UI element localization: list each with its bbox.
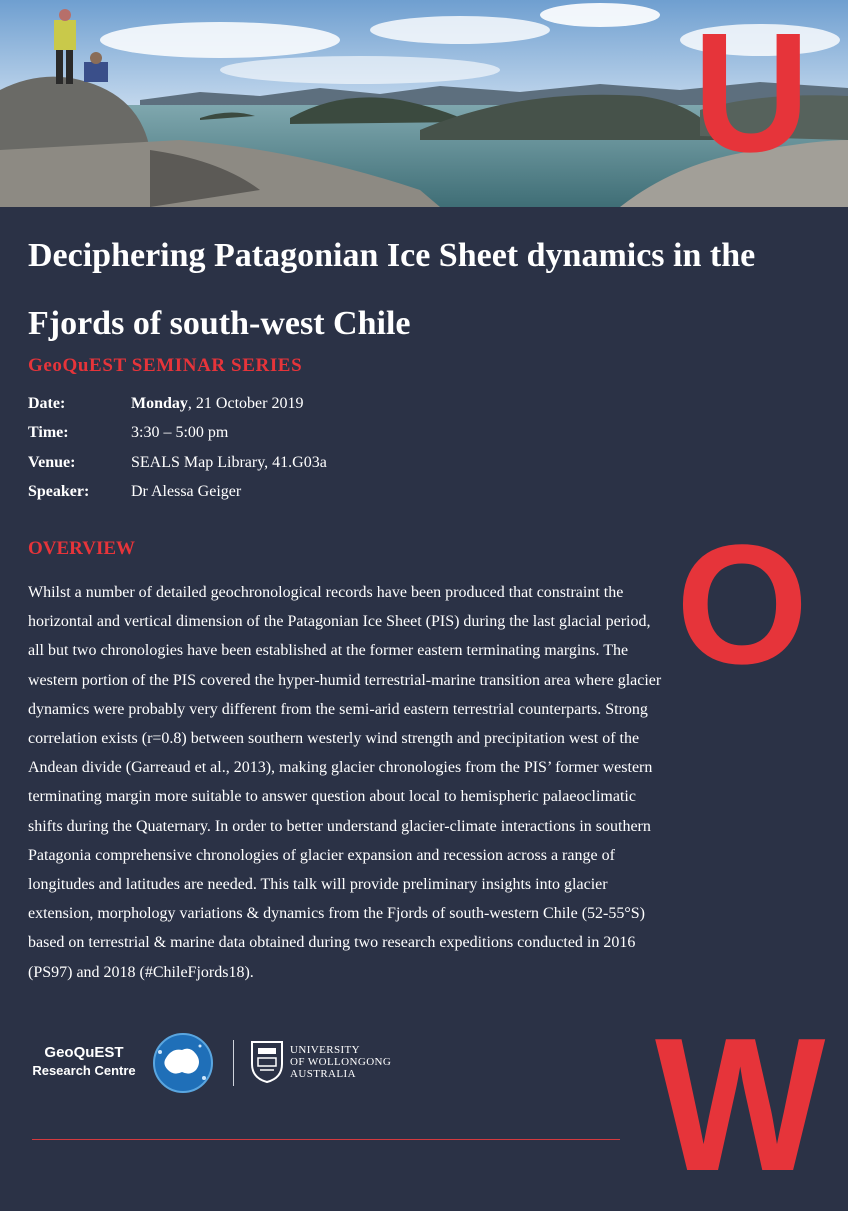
- overview-heading: OVERVIEW: [28, 538, 136, 559]
- title-line-1: Deciphering Patagonian Ice Sheet dynamics in the: [28, 237, 756, 274]
- decor-letter-w: W: [655, 999, 826, 1211]
- overview-body: Whilst a number of detailed geochronological records have been produced that constraint the horizontal and vertical dimension of the Patagonian Ice Sheet (PIS) during the last glacial period, all but two chronologies have been established at the former eastern terminating margins. The western portion of the PIS covered the hyper-humid terrestrial-marine transition area where glacier dynamics were probably very different from the semi-arid eastern terrestrial counterparts. Strong correlation exists (r=0.8) between southern westerly wind strength and precipitation west of the Andean divide (Garreaud et al., 2013), making glacier chronologies from the PIS’ former western terminating margin more suitable to answer question about local to hemispheric palaeoclimatic shifts during the Quaternary. In order to better understand glacier-climate interactions in southern Patagonia comprehensive chronologies of glacier expansion and recession across a range of longitudes and latitudes are needed. This talk will provide preliminary insights into glacier extension, morphology variations & dynamics from the Fjords of south-western Chile (52-55°S) based on terrestrial & marine data obtained during two research expeditions conducted in 2016 (PS97) and 2018 (#ChileFjords18).: [28, 584, 662, 981]
- decor-letter-u: U: [693, 0, 810, 188]
- time-value: 3:30 – 5:00 pm: [131, 424, 229, 442]
- date-row: [28, 389, 528, 419]
- uow-line-3: AUSTRALIA: [290, 1068, 356, 1080]
- uow-crest-icon: [250, 1040, 284, 1084]
- event-details: [28, 389, 528, 507]
- uow-line-2: OF WOLLONGONG: [290, 1056, 392, 1068]
- date-day: Monday: [131, 394, 188, 412]
- logo-strip: [28, 1032, 428, 1092]
- page-title: [28, 222, 828, 358]
- date-label: Date:: [28, 394, 66, 412]
- uow-logo-text: [290, 1044, 391, 1080]
- speaker-label: Speaker:: [28, 483, 90, 501]
- title-line-2: Fjords of south-west Chile: [28, 305, 411, 342]
- speaker-value: Dr Alessa Geiger: [131, 483, 242, 501]
- venue-label: Venue:: [28, 453, 76, 471]
- speaker-row: [28, 478, 528, 508]
- date-rest: , 21 October 2019: [187, 394, 304, 412]
- date-value: [131, 395, 303, 413]
- venue-row: [28, 448, 528, 478]
- time-row: [28, 419, 528, 449]
- venue-value: SEALS Map Library, 41.G03a: [131, 453, 327, 471]
- bottom-divider: [32, 1139, 620, 1140]
- geoquest-globe-icon: [150, 1032, 216, 1094]
- logo-divider: [233, 1040, 234, 1086]
- geoquest-sub: Research Centre: [32, 1063, 136, 1078]
- seminar-series-label: GeoQuEST SEMINAR SERIES: [28, 355, 303, 376]
- uow-line-1: UNIVERSITY: [290, 1044, 360, 1056]
- geoquest-name: GeoQuEST: [44, 1044, 124, 1061]
- geoquest-logo-text: [28, 1044, 140, 1079]
- time-label: Time:: [28, 424, 69, 442]
- decor-letter-o: O: [676, 510, 809, 700]
